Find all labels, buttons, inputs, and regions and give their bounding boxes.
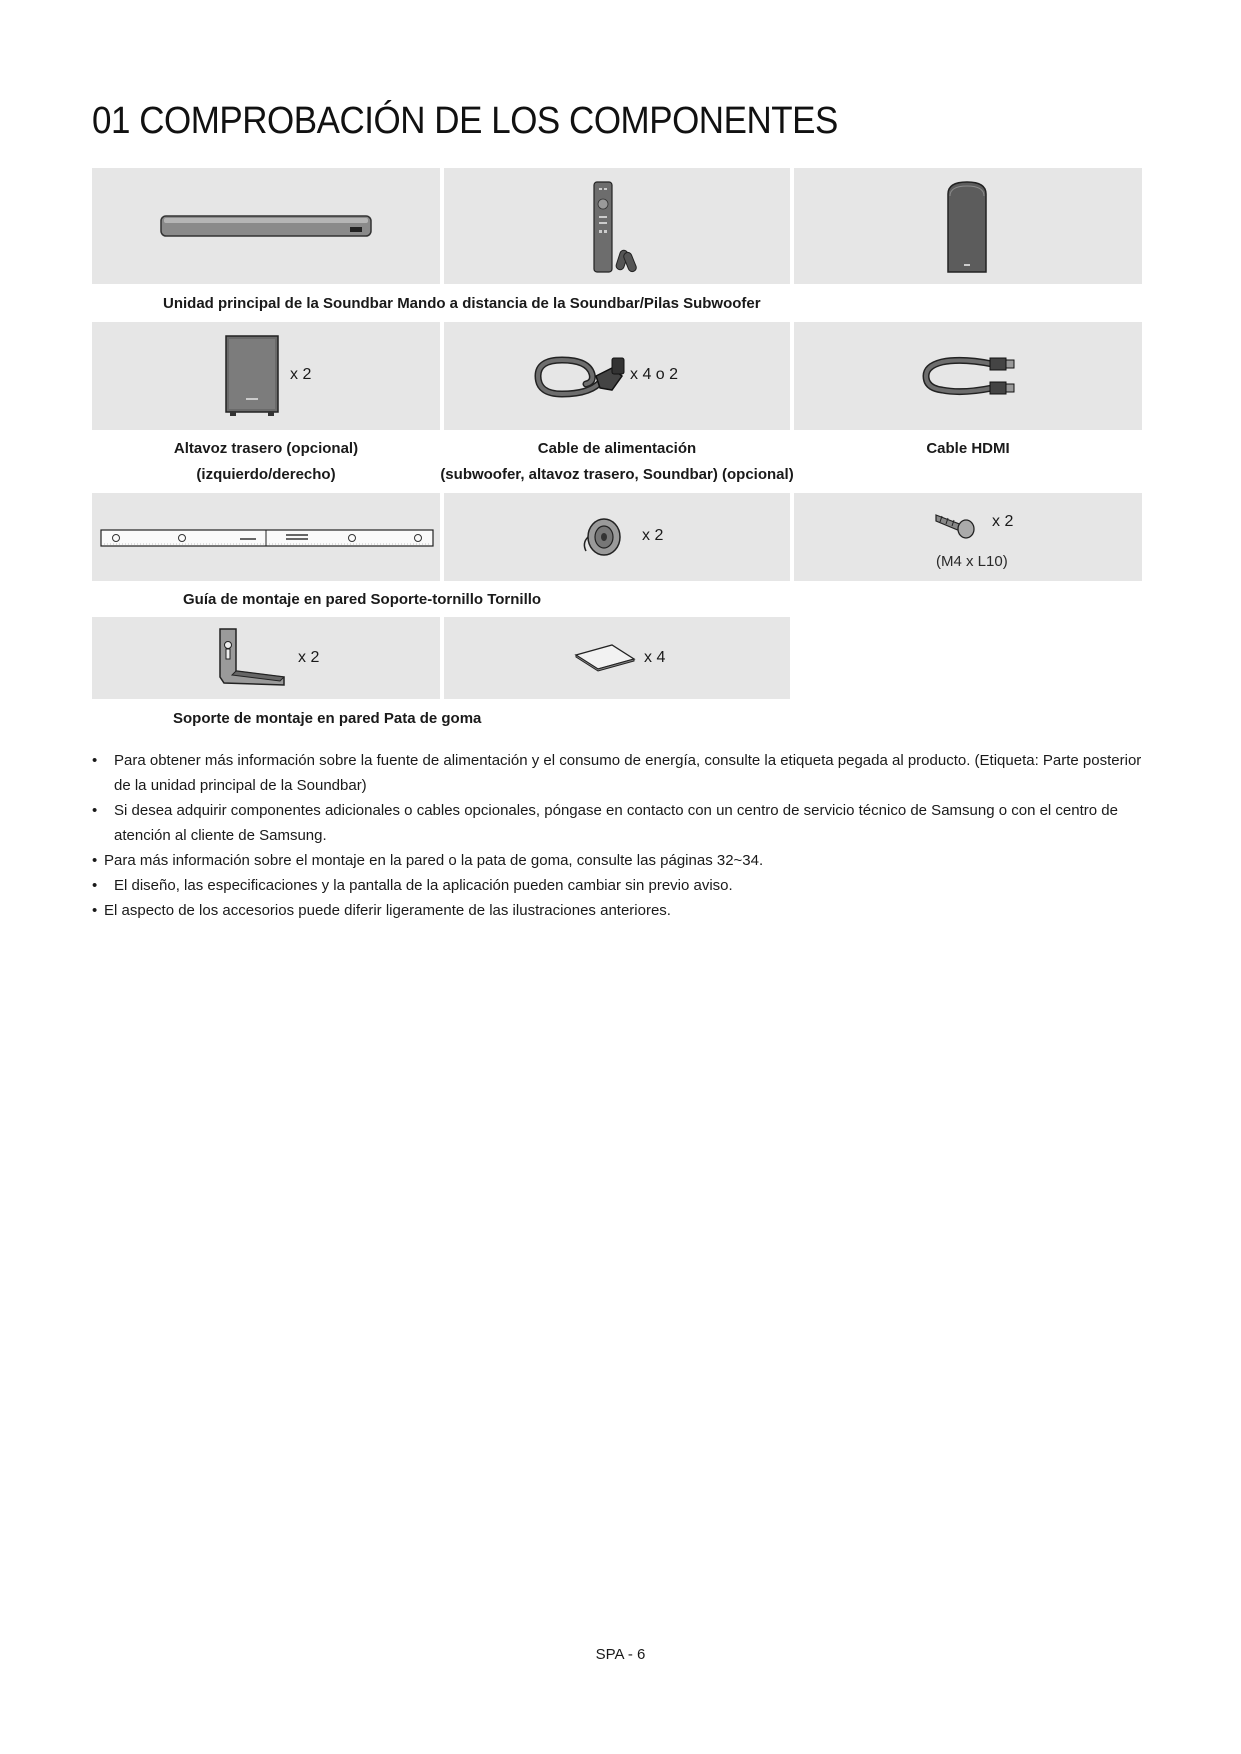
wall-guide-illustration: [100, 526, 434, 550]
note-item: [92, 848, 1152, 873]
rear-speaker-caption-1: Altavoz trasero (opcional): [173, 440, 359, 457]
power-cable-caption-2: (subwoofer, altavoz trasero, Soundbar) (opcional): [440, 466, 794, 483]
row3-caption: Guía de montaje en pared Soporte-tornillo Tornillo: [183, 591, 542, 608]
note-item: [92, 798, 1152, 848]
bullet: •: [92, 752, 98, 769]
bullet: •: [92, 902, 98, 919]
note-text: El diseño, las especificaciones y la pantalla de la aplicación pueden cambiar sin previo aviso.: [114, 877, 733, 894]
screw-illustration: [932, 505, 978, 539]
page-title: 01 COMPROBACIÓN DE LOS COMPONENTES: [92, 100, 838, 142]
note-text: Para más información sobre el montaje en la pared o la pata de goma, consulte las páginas 32~34.: [104, 852, 764, 869]
screw-spec: (M4 x L10): [936, 553, 1008, 570]
power-cable-illustration: [532, 354, 628, 400]
row4-caption: Soporte de montaje en pared Pata de goma: [173, 710, 482, 727]
cell-wall-bracket: [92, 617, 440, 699]
cell-holder-screw: [444, 493, 790, 581]
screw-qty: x 2: [992, 513, 1014, 530]
cell-power-cable: [444, 322, 790, 430]
note-item: [92, 748, 1152, 798]
rear-speaker-illustration: [224, 334, 280, 418]
bullet: •: [92, 852, 98, 869]
rubber-foot-illustration: [574, 643, 636, 673]
remote-illustration: [590, 180, 640, 276]
bullet: •: [92, 877, 98, 894]
bullet: •: [92, 802, 98, 819]
rear-speaker-caption-2: (izquierdo/derecho): [196, 466, 336, 483]
cell-soundbar: [92, 168, 440, 284]
soundbar-illustration: [160, 214, 372, 240]
cell-remote: [444, 168, 790, 284]
wall-bracket-qty: x 2: [298, 649, 320, 666]
power-cable-caption-1: Cable de alimentación: [537, 440, 697, 457]
rear-speaker-qty: x 2: [290, 366, 312, 383]
note-item: [92, 873, 1152, 898]
cell-hdmi-cable: [794, 322, 1142, 430]
power-cable-qty: x 4 o 2: [630, 366, 679, 383]
rubber-foot-qty: x 4: [644, 649, 666, 666]
cell-wall-guide: [92, 493, 440, 581]
notes-list: [92, 748, 1152, 923]
note-text: Para obtener más información sobre la fuente de alimentación y el consumo de energía, consulte la etiqueta pegada al producto. (Etiqueta: Parte posterior de la unidad principal de la Soundbar): [114, 752, 1142, 794]
row1-caption: Unidad principal de la Soundbar Mando a distancia de la Soundbar/Pilas Subwoofer: [163, 295, 761, 312]
wall-bracket-illustration: [214, 625, 290, 691]
cell-rubber-foot: [444, 617, 790, 699]
hdmi-cable-caption: Cable HDMI: [926, 440, 1010, 457]
cell-rear-speaker: [92, 322, 440, 430]
cell-subwoofer: [794, 168, 1142, 284]
holder-screw-illustration: [578, 513, 626, 561]
note-item: [92, 898, 1152, 923]
cell-screw: [794, 493, 1142, 581]
holder-screw-qty: x 2: [642, 527, 664, 544]
subwoofer-illustration: [944, 180, 990, 276]
note-text: El aspecto de los accesorios puede diferir ligeramente de las ilustraciones anteriores.: [104, 902, 671, 919]
hdmi-cable-illustration: [922, 354, 1018, 400]
page-footer: SPA - 6: [595, 1646, 646, 1663]
note-text: Si desea adquirir componentes adicionales o cables opcionales, póngase en contacto con un centro de servicio técnico de Samsung o con el centro de atención al cliente de Samsung.: [114, 802, 1118, 844]
